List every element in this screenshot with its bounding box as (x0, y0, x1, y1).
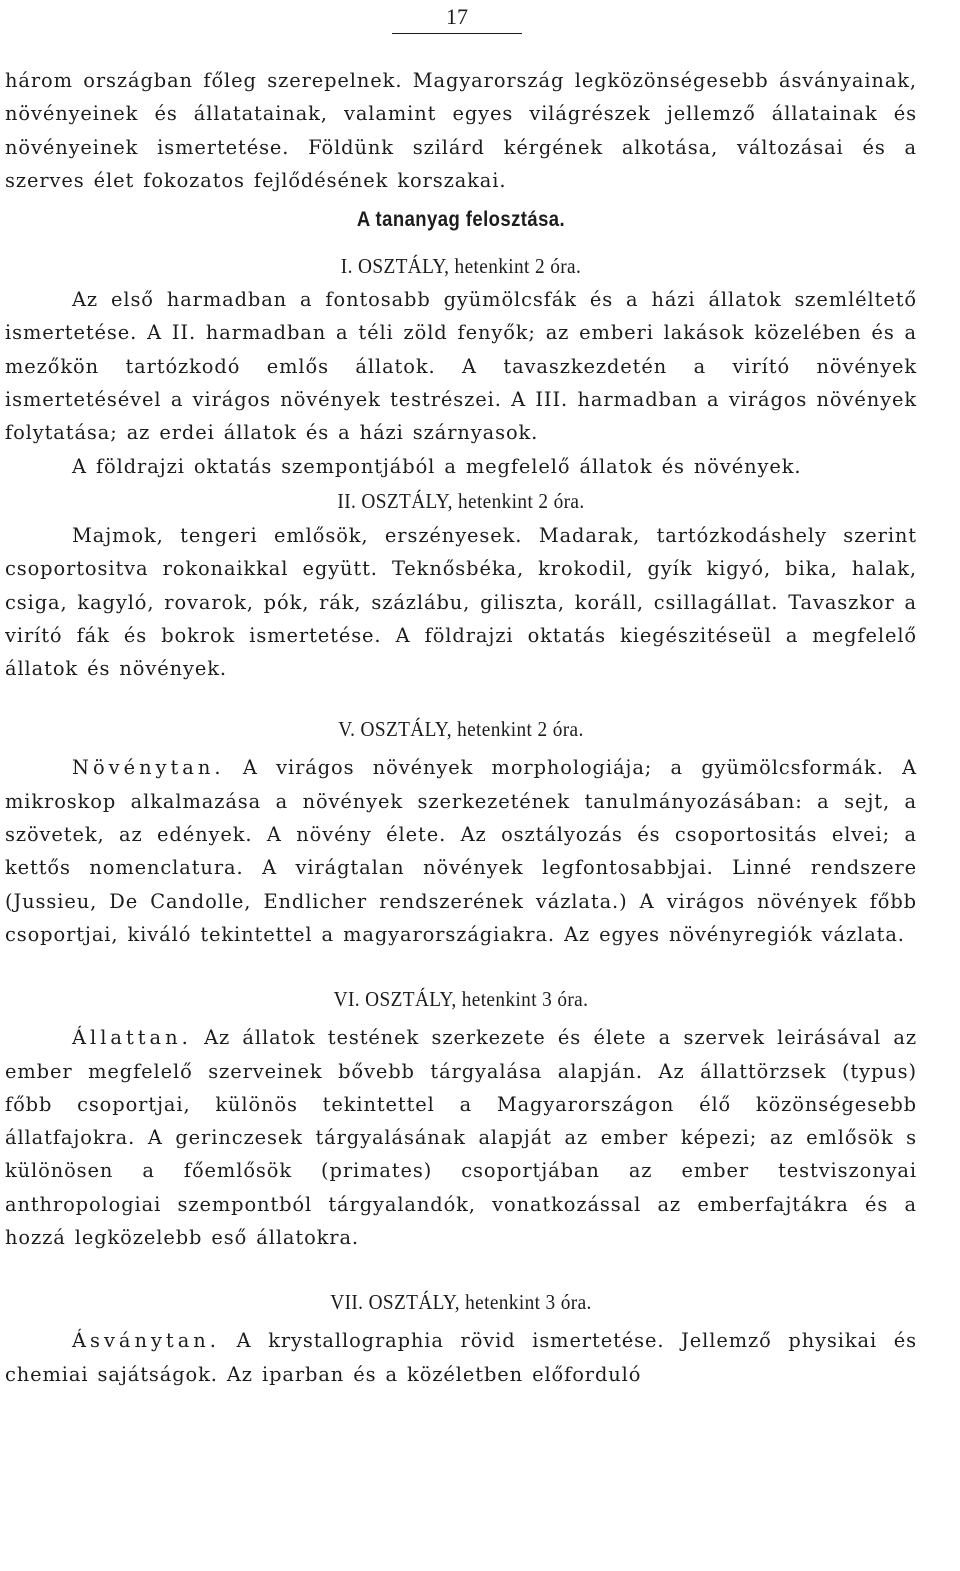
class-VI-text: Az állatok testének szerkezete és élete a szervek leirásával az ember megfelelő szerveinek bővebb tárgyalása alapján. Az állattörzsek (typus) főbb csoportjai, különös tekintettel a Magyarországon élő közönségesebb állatfajokra. A gerinczesek tárgyalásának alapját az ember képezi; az emlősök s különösen a főemlősök (primates) csoportjában az ember testviszonyai anthropologiai szempontból tárgyalandók, vonatkozással az emberfajtákra és a hozzá legközelebb eső állatokra. (5, 1026, 917, 1250)
class-I-paragraph-1: Az első harmadban a fontosabb gyümölcsfák és a házi állatok szemléltető ismertetése. A II. harmadban a téli zöld fenyők; az emberi lakások közelében és a mezőkön tartózkodó emlős állatok. A tavaszkezdetén a virító növények ismertetésével a virágos növények testrészei. A III. harmadban a virágos növények folytatása; az erdei állatok és a házi szárnyasok. (5, 288, 917, 445)
class-VII-paragraph (5, 1324, 917, 1391)
class-V-lead: Növénytan. (72, 756, 225, 780)
class-heading-VI: VI. OSZTÁLY, hetenkint 3 óra. (333, 987, 589, 1012)
class-heading-V: V. OSZTÁLY, hetenkint 2 óra. (338, 717, 584, 742)
page-body (5, 64, 917, 1391)
class-heading-I: I. OSZTÁLY, hetenkint 2 óra. (340, 254, 582, 279)
class-VI-lead: Állattan. (72, 1026, 192, 1050)
class-I-paragraph-2: A földrajzi oktatás szempontjából a megfelelő állatok és növények. (72, 454, 802, 478)
class-VI-paragraph (5, 1021, 917, 1254)
class-VII-text: A krystallographia rövid ismertetése. Jellemző physikai és chemiai sajátságok. Az iparban és a közéletben előforduló (5, 1329, 917, 1386)
page-number: 17 (392, 4, 522, 34)
intro-paragraph: három országban főleg szerepelnek. Magyarország legközönségesebb ásványainak, növényeinek és állatatainak, valamint egyes világrészek jellemző állatainak és növényeinek ismertetése. Földünk szilárd kérgének alkotása, változásai és a szerves élet fokozatos fejlődésének korszakai. (5, 69, 917, 192)
class-heading-VII: VII. OSZTÁLY, hetenkint 3 óra. (330, 1290, 592, 1315)
class-II-paragraph: Majmok, tengeri emlősök, erszényesek. Madarak, tartózkodáshely szerint csoportositva rokonaikkal együtt. Teknősbéka, krokodil, gyík kigyó, bika, halak, csiga, kagyló, rovarok, pók, rák, százlábu, giliszta, koráll, csillagállat. Tavaszkor a virító fák és bokrok ismertetése. A földrajzi oktatás kiegészitéseül a megfelelő állatok és növények. (5, 523, 917, 681)
class-V-text: A virágos növények morphologiája; a gyümölcsformák. A mikroskop alkalmazása a növények szerkezetének tanulmányozásában: a sejt, a szövetek, az edények. A növény élete. Az osztályozás és csoportositás elvei; a kettős nomenclatura. A virágtalan növények legfontosabbjai. Linné rendszere (Jussieu, De Candolle, Endlicher rendszerének vázlata.) A virágos növények főbb csoportjai, kiváló tekintettel a magyarországiakra. Az egyes növényregiók vázlata. (5, 756, 917, 946)
class-heading-II: II. OSZTÁLY, hetenkint 2 óra. (337, 488, 585, 513)
class-V-paragraph (5, 751, 917, 951)
class-VII-lead: Ásványtan. (72, 1329, 220, 1353)
section-title: A tananyag felosztása. (356, 208, 566, 232)
